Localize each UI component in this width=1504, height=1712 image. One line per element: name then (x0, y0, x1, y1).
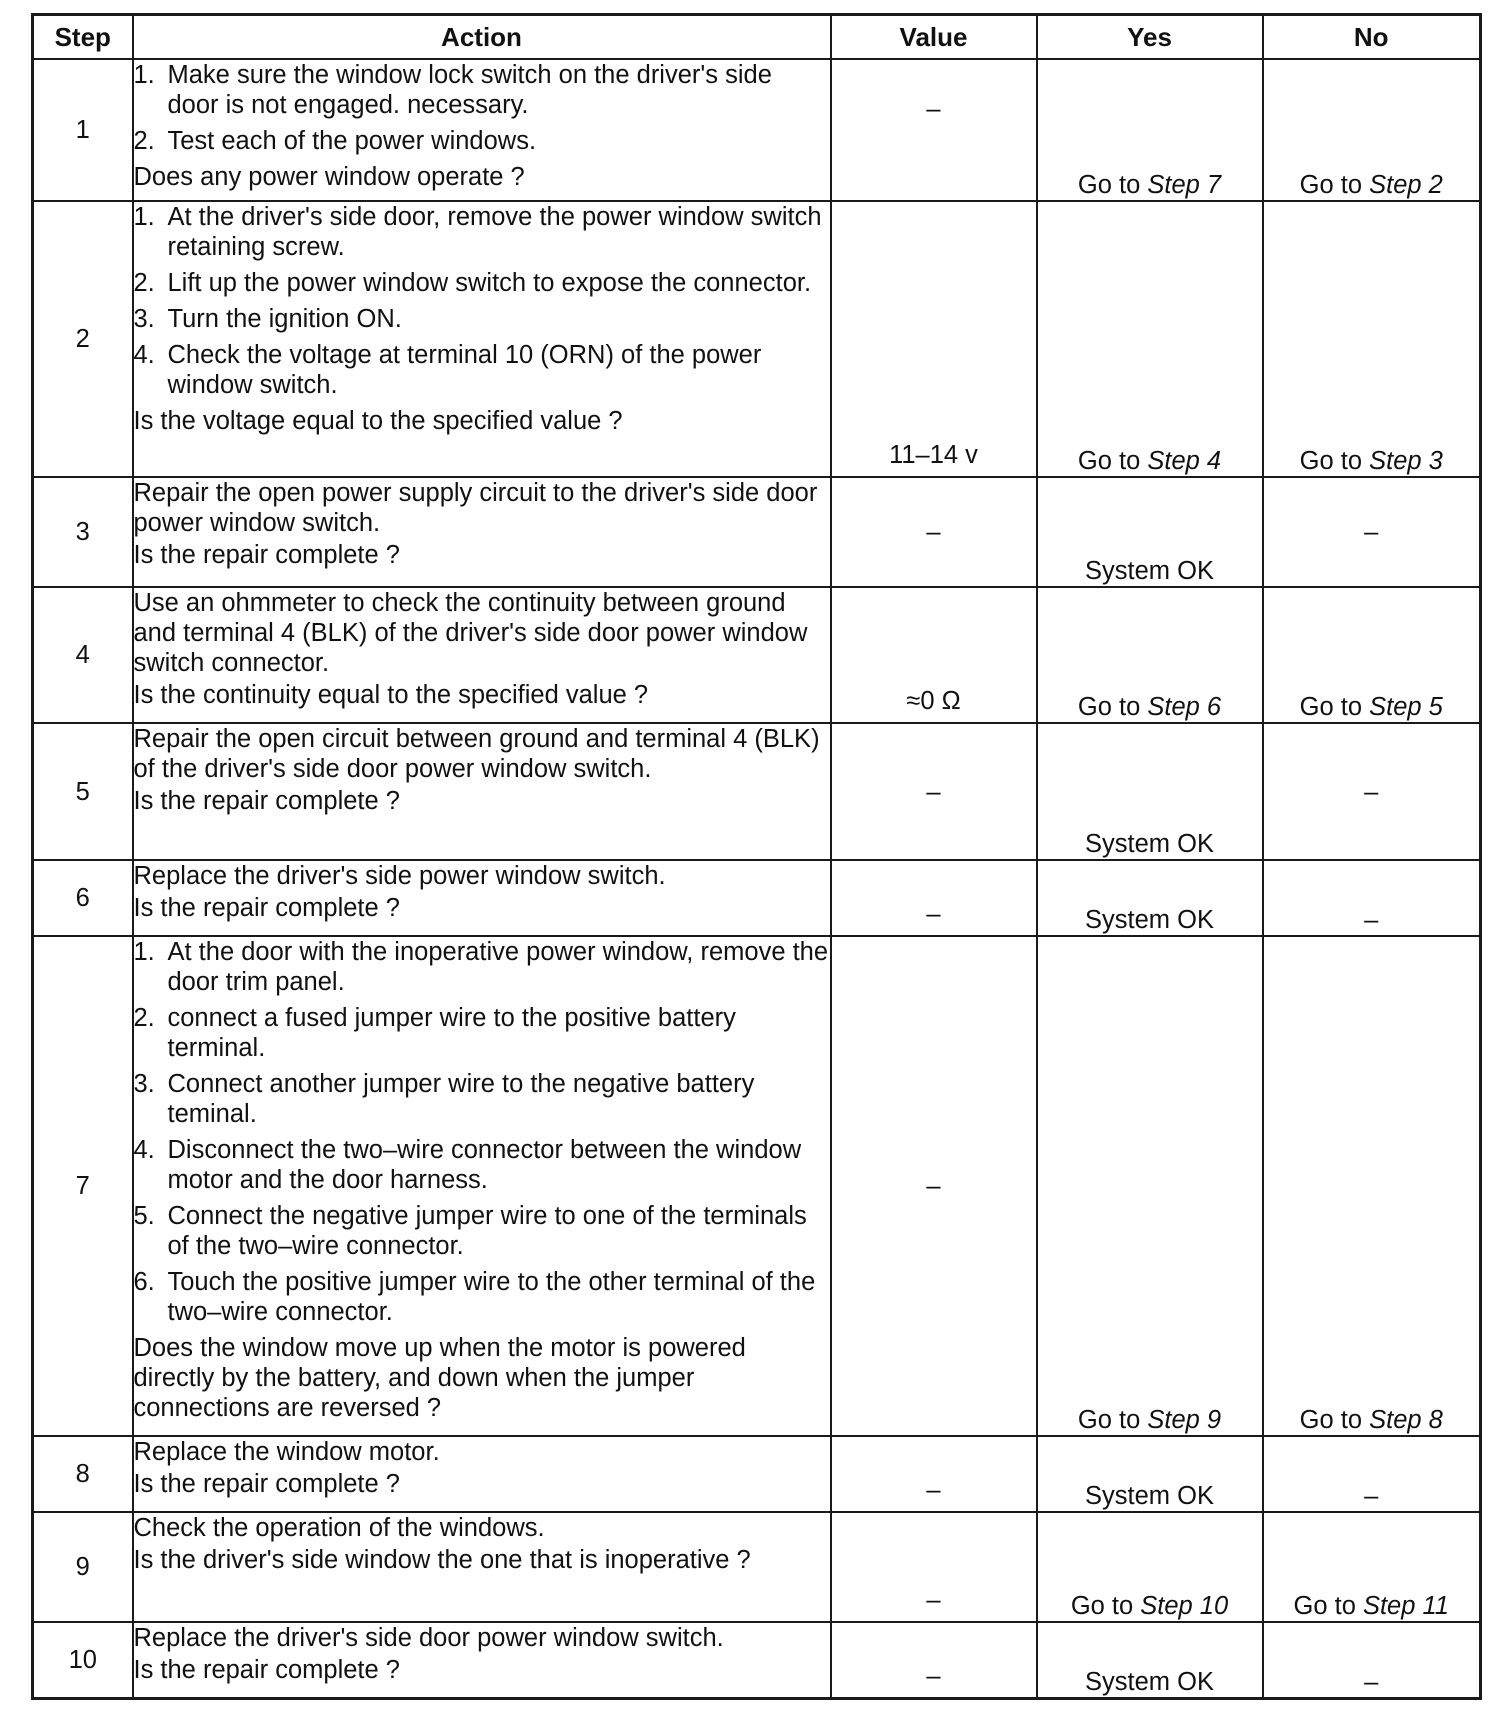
action-question: Is the repair complete ? (133, 894, 400, 922)
action-steps (134, 937, 830, 1327)
action-step: 1. At the driver's side door, remove the power window switch retaining screw. (133, 203, 822, 261)
yes-cell: System OK (1037, 723, 1263, 860)
yes-cell: Go to Step 6 (1037, 587, 1263, 723)
table-row (33, 1512, 1481, 1622)
value-cell: – (831, 1512, 1037, 1622)
action-step: 4. Disconnect the two–wire connector between the window motor and the door harness. (133, 1136, 802, 1194)
no-cell: – (1263, 477, 1481, 587)
step-number: 6 (33, 860, 133, 936)
action-cell (133, 59, 831, 201)
yes-cell: System OK (1037, 1436, 1263, 1512)
action-text: Repair the open power supply circuit to the driver's side door power window switch. (133, 479, 818, 537)
action-cell (133, 1622, 831, 1698)
action-cell (133, 860, 831, 936)
yes-cell: Go to Step 4 (1037, 201, 1263, 477)
yes-cell: Go to Step 7 (1037, 59, 1263, 201)
table-row (33, 59, 1481, 201)
action-question: Is the driver's side window the one that is inoperative ? (133, 1546, 751, 1574)
action-text: Check the operation of the windows. (133, 1514, 545, 1542)
step-number: 2 (33, 201, 133, 477)
value-cell: ≈0 Ω (831, 587, 1037, 723)
action-question: Is the voltage equal to the specified value ? (133, 407, 623, 435)
action-question: Is the repair complete ? (133, 787, 400, 815)
action-question: Is the repair complete ? (133, 1656, 400, 1684)
action-cell (133, 1512, 831, 1622)
table-row (33, 477, 1481, 587)
table-row (33, 860, 1481, 936)
action-text: Use an ohmmeter to check the continuity between ground and terminal 4 (BLK) of the driver's side door power window switch connector. (133, 589, 808, 677)
no-cell: Go to Step 8 (1263, 936, 1481, 1436)
no-cell: Go to Step 5 (1263, 587, 1481, 723)
no-cell: – (1263, 1436, 1481, 1512)
action-text: Replace the window motor. (133, 1438, 440, 1466)
action-cell (133, 587, 831, 723)
yes-cell: Go to Step 10 (1037, 1512, 1263, 1622)
step-number: 8 (33, 1436, 133, 1512)
action-step: 5. Connect the negative jumper wire to one of the terminals of the two–wire connector. (133, 1202, 807, 1260)
step-number: 7 (33, 936, 133, 1436)
value-cell: – (831, 477, 1037, 587)
table-row (33, 201, 1481, 477)
step-number: 5 (33, 723, 133, 860)
header-step: Step (33, 15, 133, 60)
step-number: 4 (33, 587, 133, 723)
no-cell: – (1263, 1622, 1481, 1698)
yes-cell: System OK (1037, 860, 1263, 936)
action-step: 6. Touch the positive jumper wire to the other terminal of the two–wire connector. (133, 1268, 816, 1326)
action-question: Is the continuity equal to the specified value ? (133, 681, 649, 709)
action-step: 1. At the door with the inoperative power window, remove the door trim panel. (133, 938, 829, 996)
action-steps (134, 202, 830, 400)
action-cell (133, 477, 831, 587)
table-row (33, 1622, 1481, 1698)
step-number: 10 (33, 1622, 133, 1698)
action-text: Repair the open circuit between ground and terminal 4 (BLK) of the driver's side door power window switch. (133, 725, 820, 783)
action-step: 2. connect a fused jumper wire to the positive battery terminal. (133, 1004, 736, 1062)
step-number: 9 (33, 1512, 133, 1622)
value-cell: – (831, 860, 1037, 936)
header-no: No (1263, 15, 1481, 60)
value-cell: – (831, 723, 1037, 860)
step-number: 3 (33, 477, 133, 587)
table-row (33, 587, 1481, 723)
action-cell (133, 201, 831, 477)
action-step: 2. Test each of the power windows. (133, 127, 537, 155)
value-cell: – (831, 936, 1037, 1436)
header-value: Value (831, 15, 1037, 60)
yes-cell: System OK (1037, 477, 1263, 587)
table-row (33, 936, 1481, 1436)
value-cell: – (831, 59, 1037, 201)
diagnostic-table (31, 13, 1482, 1700)
table-row (33, 1436, 1481, 1512)
action-question: Does any power window operate ? (133, 163, 525, 191)
no-cell: Go to Step 2 (1263, 59, 1481, 201)
action-step: 3. Turn the ignition ON. (133, 305, 402, 333)
header-yes: Yes (1037, 15, 1263, 60)
value-cell: 11–14 v (831, 201, 1037, 477)
action-cell (133, 1436, 831, 1512)
action-step: 3. Connect another jumper wire to the negative battery teminal. (133, 1070, 755, 1128)
no-cell: Go to Step 11 (1263, 1512, 1481, 1622)
table-header-row (33, 15, 1481, 60)
action-step: 1. Make sure the window lock switch on the driver's side door is not engaged. necessary. (133, 61, 772, 119)
action-text: Replace the driver's side door power window switch. (133, 1624, 724, 1652)
action-question: Is the repair complete ? (133, 1470, 400, 1498)
no-cell: Go to Step 3 (1263, 201, 1481, 477)
action-cell (133, 723, 831, 860)
value-cell: – (831, 1622, 1037, 1698)
yes-cell: Go to Step 9 (1037, 936, 1263, 1436)
yes-cell: System OK (1037, 1622, 1263, 1698)
table-row (33, 723, 1481, 860)
no-cell: – (1263, 723, 1481, 860)
value-cell: – (831, 1436, 1037, 1512)
step-number: 1 (33, 59, 133, 201)
action-step: 4. Check the voltage at terminal 10 (ORN) of the power window switch. (133, 341, 762, 399)
action-steps (134, 60, 830, 156)
no-cell: – (1263, 860, 1481, 936)
action-cell (133, 936, 831, 1436)
action-text: Replace the driver's side power window switch. (133, 862, 666, 890)
action-question: Is the repair complete ? (133, 541, 400, 569)
action-step: 2. Lift up the power window switch to expose the connector. (133, 269, 812, 297)
action-question: Does the window move up when the motor is powered directly by the battery, and down when the jumper connections are reversed ? (133, 1334, 746, 1422)
header-action: Action (133, 15, 831, 60)
